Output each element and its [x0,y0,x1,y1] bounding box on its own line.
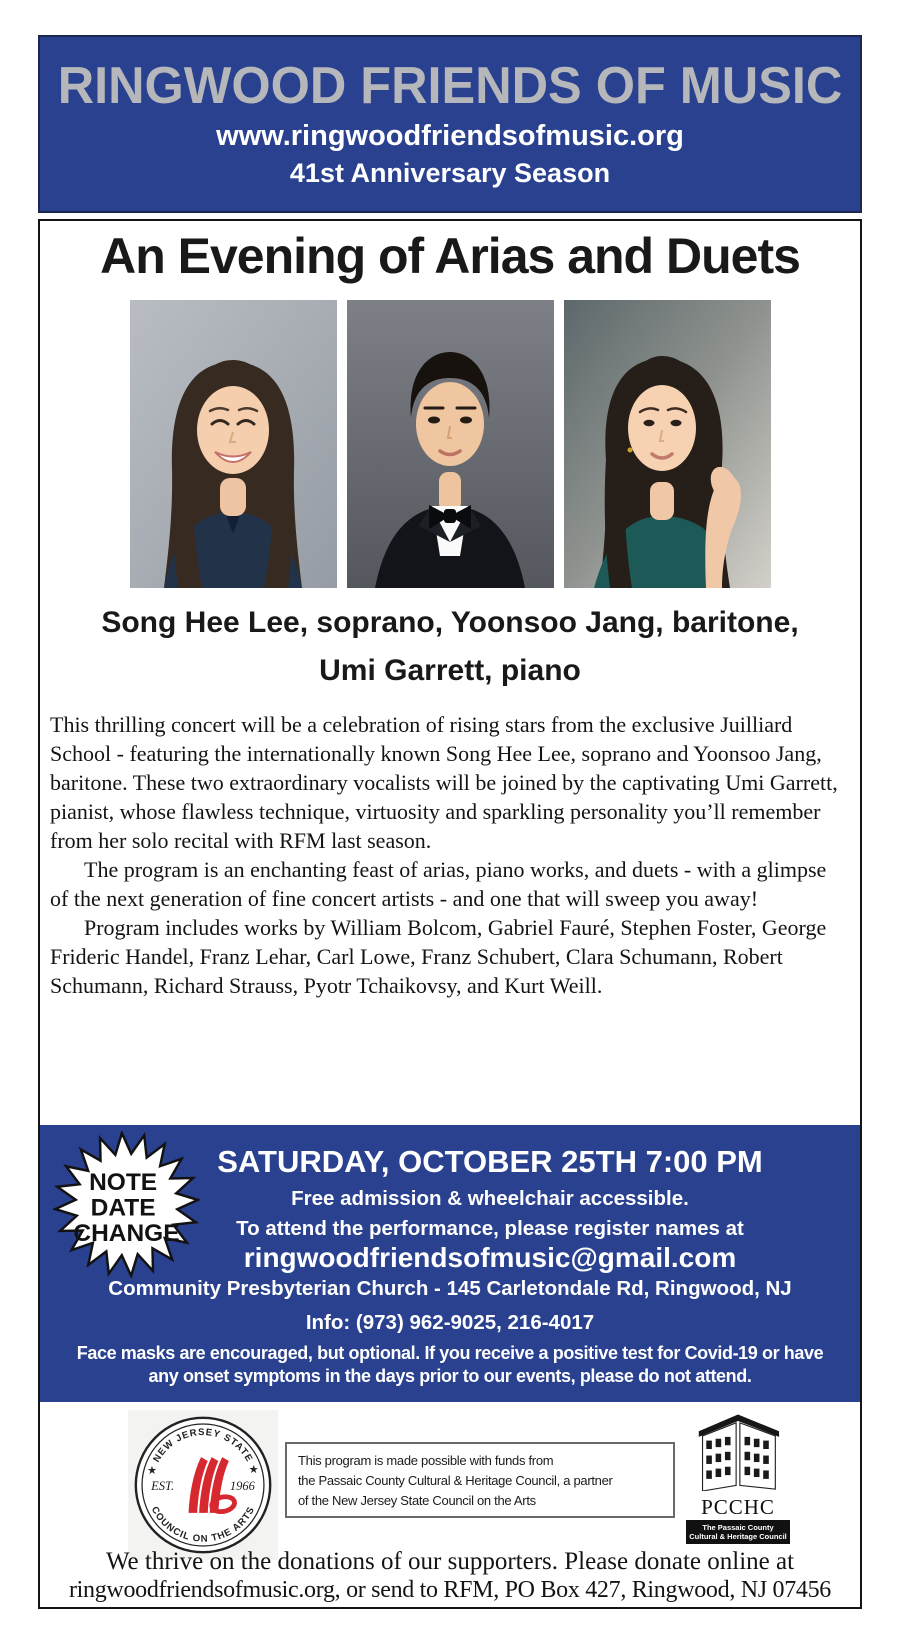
covid-notice-line-1: Face masks are encouraged, but optional. If you receive a positive test for Covid-19 or have [76,1343,824,1363]
funding-line-1: This program is made possible with funds from [298,1453,554,1468]
body-paragraph-3: Program includes works by William Bolcom, Gabriel Fauré, Stephen Foster, George Frideric Handel, Franz Lehar, Carl Lowe, Franz Schubert, Clara Schumann, Robert Schumann, Richard Strauss, Pyotr Tchaikovsy, and Kurt Weill. [50,915,827,998]
pcchc-logo [682,1407,794,1544]
photo-umi-garrett [564,300,771,588]
performers-line-2: Umi Garrett, piano [319,654,581,687]
registration-email: ringwoodfriendsofmusic@gmail.com [243,1242,737,1273]
event-notice-band [40,1125,860,1402]
funding-credit-box [285,1442,675,1518]
covid-notice-line-2: any onset symptoms in the days prior to our events, please do not attend. [148,1365,752,1386]
seal-est-label: EST. [151,1478,175,1493]
funding-line-3: of the New Jersey State Council on the Arts [298,1493,536,1508]
donation-appeal-line-2: ringwoodfriendsofmusic.org, or send to RFM, PO Box 427, Ringwood, NJ 07456 [68,1577,832,1603]
performers-line-1: Song Hee Lee, soprano, Yoonsoo Jang, baritone, [101,606,799,639]
event-datetime: SATURDAY, OCTOBER 25TH 7:00 PM [217,1144,763,1179]
performer-names [40,605,860,688]
organization-title: RINGWOOD FRIENDS OF MUSIC [57,57,843,115]
seal-year-label: 1966 [229,1478,255,1493]
pcchc-building-icon [690,1407,786,1491]
flyer-body [38,219,862,1609]
pcchc-acronym: PCCHC [701,1495,775,1519]
program-description [50,710,850,1000]
badge-line-2: DATE [90,1194,156,1222]
pcchc-caption-line-2: Cultural & Heritage Council [689,1532,787,1541]
performer-photos [40,300,860,588]
body-paragraph-2: The program is an enchanting feast of arias, piano works, and duets - with a glimpse of the next generation of fine concert artists - and one that will sweep you away! [50,857,827,911]
register-instruction: To attend the performance, please register names at [236,1217,744,1240]
venue-address: Community Presbyterian Church - 145 Carletondale Rd, Ringwood, NJ [108,1277,792,1300]
seal-arc-bottom-text: COUNCIL ON THE ARTS [148,1504,258,1545]
pcchc-caption-line-1: The Passaic County [702,1523,774,1532]
pcchc-caption [686,1520,790,1544]
event-title: An Evening of Arias and Duets [100,228,800,284]
body-paragraph-1: This thrilling concert will be a celebration of rising stars from the exclusive Juilliard School - featuring the internationally known Song Hee Lee, soprano and Yoonsoo Jang, baritone. These two extraordinary vocalists will be joined by the captivating Umi Garrett, pianist, whose flawless technique, virtuosity and sparkling personality you’ll remember from her solo recital with RFM last season. [50,712,838,853]
masthead [38,35,862,213]
covid-notice [40,1342,860,1387]
photo-yoonsoo-jang [347,300,554,588]
badge-line-1: NOTE [89,1168,158,1196]
season-label: 41st Anniversary Season [289,158,611,188]
funding-line-2: the Passaic County Cultural & Heritage Council, a partner [298,1473,613,1488]
photo-song-hee-lee [130,300,337,588]
donation-appeal-line-1: We thrive on the donations of our supporters. Please donate online at [105,1548,795,1575]
seal-arc-top-text: ★ NEW JERSEY STATE ★ [146,1427,260,1477]
website-url: www.ringwoodfriendsofmusic.org [216,120,684,152]
njsca-seal-icon [128,1410,278,1560]
admission-note: Free admission & wheelchair accessible. [291,1187,689,1210]
badge-line-3: CHANGE [73,1219,180,1247]
info-phone: Info: (973) 962-9025, 216-4017 [305,1311,595,1334]
